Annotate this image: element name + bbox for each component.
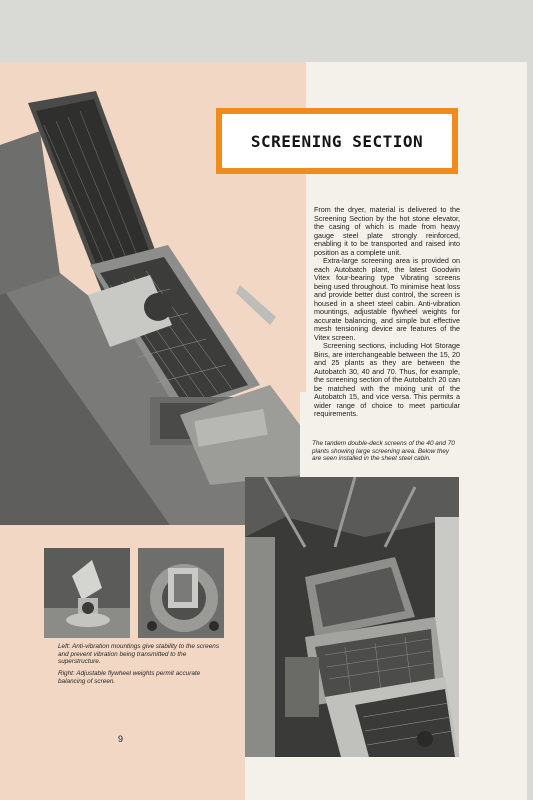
body-paragraph: Extra-large screening area is provided on each Autobatch plant, the latest Goodwin Vitex four-bearing type Vibrating screens being used throughout. To minimise heat loss and provide better dust control, the screen is housed in a sheet steel cabin. Anti-vibration mountings, adjustable flywheel weights for accurate balancing, and simple but effective mesh tensioning device are features of the Vitex screen. [314, 256, 460, 342]
section-heading: SCREENING SECTION [250, 131, 424, 151]
body-text [314, 206, 460, 419]
screen-cabin-photo [245, 477, 459, 757]
body-paragraph: From the dryer, material is delivered to the Screening Section by the hot stone elevator, the casing of which is made from heavy gauge steel plate strongly reinforced, enabling it to be transported and raised into position as a complete unit. [314, 205, 460, 257]
anti-vibration-mounting-photo [44, 548, 130, 638]
flywheel-weights-photo [138, 548, 224, 638]
section-heading-box [216, 108, 458, 174]
left-photo-caption: Left: Anti-vibration mountings give stability to the screens and prevent vibration being transmitted to the superstructure. [58, 643, 220, 666]
main-photo-caption: The tandem double-deck screens of the 40 and 70 plants showing large screening area. Below they are seen installed in the sheet steel cabin. [312, 440, 455, 463]
right-photo-caption: Right: Adjustable flywheel weights permit accurate balancing of screen. [58, 670, 201, 685]
page-number: 9 [118, 734, 124, 744]
body-paragraph: Screening sections, including Hot Storage Bins, are interchangeable between the 15, 20 and 25 plants as they are between the Autobatch 30, 40 and 70. Thus, for example, the screening section of the Autobatch 20 can be matched with the mixing unit of the Autobatch 15, and vice versa. This permits a wider range of choice to meet particular requirements. [314, 341, 460, 418]
